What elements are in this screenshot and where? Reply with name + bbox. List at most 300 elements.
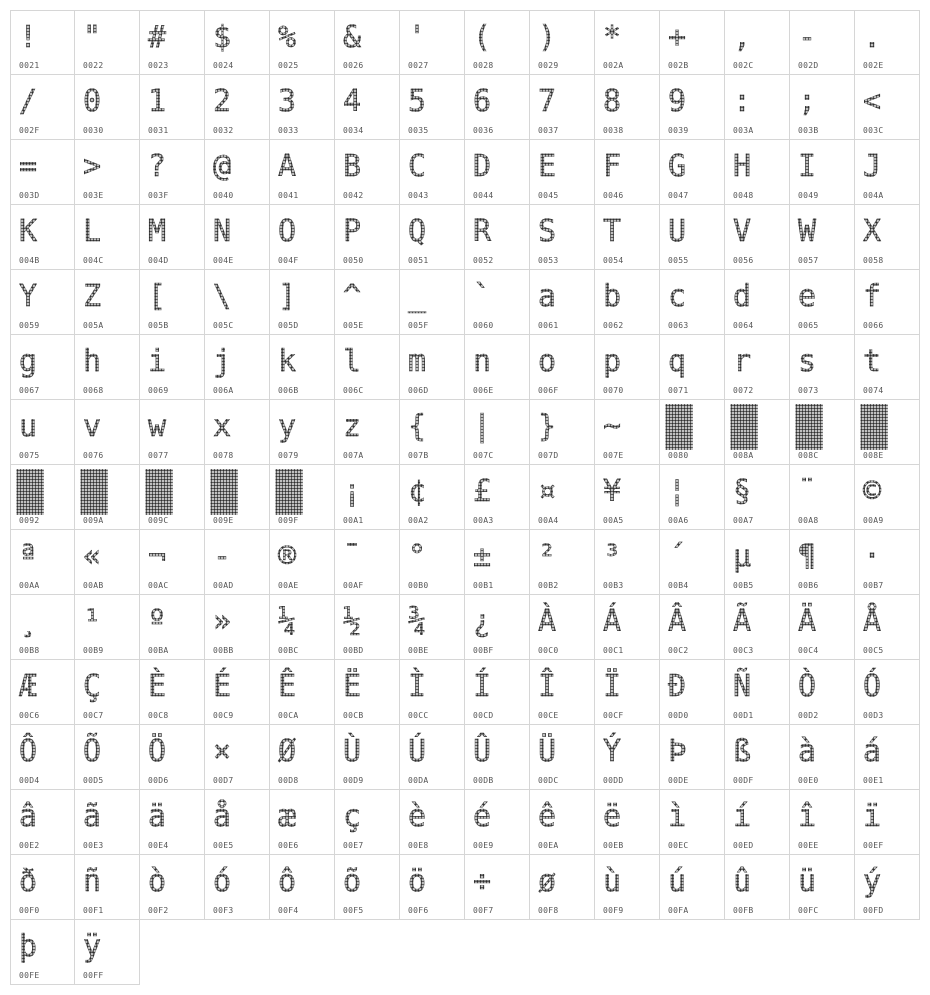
glyph-char: 9	[662, 79, 708, 125]
glyph-char: á	[857, 729, 903, 775]
glyph-cell	[790, 725, 855, 790]
glyph-char: è	[402, 794, 448, 840]
glyph-cell	[140, 10, 205, 75]
glyph-char: s	[792, 339, 838, 385]
glyph-code-label: 0069	[148, 386, 169, 395]
glyph-char: ©	[857, 469, 903, 515]
glyph-char: Þ	[662, 729, 708, 775]
glyph-char: 2	[207, 79, 253, 125]
glyph-cell	[10, 140, 75, 205]
glyph-char: ®	[272, 534, 318, 580]
glyph-code-label: 00AC	[148, 581, 169, 590]
glyph-code-label: 0058	[863, 256, 884, 265]
glyph-code-label: 005E	[343, 321, 364, 330]
glyph-cell	[270, 790, 335, 855]
glyph-char: S	[532, 209, 578, 255]
glyph-cell	[400, 725, 465, 790]
glyph-code-label: 002F	[19, 126, 40, 135]
glyph-cell	[530, 595, 595, 660]
glyph-code-label: 00FC	[798, 906, 819, 915]
glyph-char: u	[13, 404, 59, 450]
glyph-char: ò	[142, 859, 188, 905]
glyph-code-label: 00E4	[148, 841, 169, 850]
glyph-code-label: 005D	[278, 321, 299, 330]
glyph-char: |	[467, 404, 513, 450]
glyph-code-label: 006D	[408, 386, 429, 395]
glyph-code-label: 00BA	[148, 646, 169, 655]
glyph-code-label: 0045	[538, 191, 559, 200]
glyph-code-label: 00EB	[603, 841, 624, 850]
glyph-code-label: 0037	[538, 126, 559, 135]
glyph-cell	[595, 140, 660, 205]
glyph-code-label: 00EE	[798, 841, 819, 850]
glyph-code-label: 00B1	[473, 581, 494, 590]
glyph-cell	[725, 595, 790, 660]
glyph-cell	[400, 660, 465, 725]
glyph-char: .	[857, 15, 903, 61]
glyph-char: j	[207, 339, 253, 385]
glyph-char: Ð	[662, 664, 708, 710]
glyph-char: X	[857, 209, 903, 255]
glyph-cell	[270, 725, 335, 790]
glyph-char: ²	[532, 534, 578, 580]
glyph-code-label: 005B	[148, 321, 169, 330]
glyph-code-label: 00A5	[603, 516, 624, 525]
glyph-char: ´	[662, 534, 708, 580]
glyph-code-label: 00E3	[83, 841, 104, 850]
glyph-code-label: 0051	[408, 256, 429, 265]
glyph-char: c	[662, 274, 708, 320]
glyph-code-label: 00DA	[408, 776, 429, 785]
glyph-code-label: 006B	[278, 386, 299, 395]
glyph-cell	[400, 790, 465, 855]
glyph-code-label: 007B	[408, 451, 429, 460]
glyph-char: ÷	[467, 859, 513, 905]
glyph-char: v	[77, 404, 123, 450]
glyph-code-label: 0032	[213, 126, 234, 135]
glyph-code-label: 003D	[19, 191, 40, 200]
glyph-cell	[660, 465, 725, 530]
glyph-char: I	[792, 144, 838, 190]
glyph-code-label: 0029	[538, 61, 559, 70]
glyph-code-label: 00E1	[863, 776, 884, 785]
glyph-cell	[790, 140, 855, 205]
glyph-cell	[75, 660, 140, 725]
glyph-cell	[400, 855, 465, 920]
glyph-code-label: 00D0	[668, 711, 689, 720]
glyph-cell	[75, 725, 140, 790]
glyph-code-label: 00EA	[538, 841, 559, 850]
glyph-code-label: 006F	[538, 386, 559, 395]
glyph-code-label: 00F5	[343, 906, 364, 915]
glyph-char: $	[207, 15, 253, 61]
glyph-cell	[75, 335, 140, 400]
glyph-cell	[790, 530, 855, 595]
glyph-cell	[75, 205, 140, 270]
glyph-char: ]	[272, 274, 318, 320]
glyph-code-label: 00C0	[538, 646, 559, 655]
glyph-cell	[75, 530, 140, 595]
glyph-code-label: 00CD	[473, 711, 494, 720]
glyph-char: J	[857, 144, 903, 190]
glyph-cell	[270, 270, 335, 335]
glyph-cell	[335, 595, 400, 660]
glyph-char: <	[857, 79, 903, 125]
glyph-code-label: 00C2	[668, 646, 689, 655]
glyph-char: T	[597, 209, 643, 255]
glyph-code-label: 0080	[668, 451, 689, 460]
glyph-cell	[205, 400, 270, 465]
glyph-char: Q	[402, 209, 448, 255]
glyph-char: Ò	[792, 664, 838, 710]
glyph-cell	[465, 465, 530, 530]
glyph-cell	[790, 790, 855, 855]
glyph-code-label: 0025	[278, 61, 299, 70]
glyph-code-label: 004F	[278, 256, 299, 265]
glyph-code-label: 0033	[278, 126, 299, 135]
glyph-char: ¡	[337, 469, 383, 515]
glyph-cell	[400, 335, 465, 400]
glyph-cell	[10, 855, 75, 920]
glyph-char: º	[142, 599, 188, 645]
glyph-code-label: 00C9	[213, 711, 234, 720]
glyph-cell	[595, 75, 660, 140]
glyph-code-label: 0092	[19, 516, 40, 525]
glyph-cell	[855, 725, 920, 790]
glyph-char: ç	[337, 794, 383, 840]
glyph-char: -	[207, 534, 253, 580]
glyph-cell	[270, 530, 335, 595]
glyph-cell	[75, 790, 140, 855]
glyph-cell	[400, 205, 465, 270]
glyph-code-label: 004C	[83, 256, 104, 265]
glyph-cell	[10, 75, 75, 140]
glyph-code-label: 00C8	[148, 711, 169, 720]
glyph-cell	[465, 660, 530, 725]
glyph-code-label: 00B0	[408, 581, 429, 590]
glyph-cell	[465, 270, 530, 335]
glyph-cell	[75, 270, 140, 335]
glyph-char: ¯	[337, 534, 383, 580]
glyph-cell	[595, 595, 660, 660]
glyph-cell	[400, 465, 465, 530]
glyph-char: -	[792, 15, 838, 61]
glyph-char: Ù	[337, 729, 383, 775]
glyph-char: █	[13, 469, 57, 515]
glyph-code-label: 00D3	[863, 711, 884, 720]
glyph-cell	[205, 335, 270, 400]
glyph-cell	[335, 335, 400, 400]
glyph-cell	[270, 335, 335, 400]
glyph-code-label: 00E7	[343, 841, 364, 850]
glyph-cell	[10, 270, 75, 335]
glyph-code-label: 0066	[863, 321, 884, 330]
glyph-char: D	[467, 144, 513, 190]
glyph-cell	[270, 75, 335, 140]
glyph-cell	[790, 595, 855, 660]
glyph-code-label: 00AA	[19, 581, 40, 590]
glyph-char: %	[272, 15, 318, 61]
glyph-code-label: 0024	[213, 61, 234, 70]
glyph-cell	[855, 10, 920, 75]
glyph-code-label: 00E9	[473, 841, 494, 850]
glyph-code-label: 00B8	[19, 646, 40, 655]
glyph-char: y	[272, 404, 318, 450]
glyph-char: Ç	[77, 664, 123, 710]
glyph-cell	[790, 335, 855, 400]
glyph-code-label: 0060	[473, 321, 494, 330]
glyph-char: )	[532, 15, 578, 61]
glyph-code-label: 00B5	[733, 581, 754, 590]
glyph-code-label: 00EF	[863, 841, 884, 850]
glyph-cell	[205, 465, 270, 530]
glyph-cell	[855, 855, 920, 920]
glyph-cell	[790, 400, 855, 465]
glyph-char: Ñ	[727, 664, 773, 710]
glyph-cell	[595, 855, 660, 920]
glyph-code-label: 009C	[148, 516, 169, 525]
glyph-char: î	[792, 794, 838, 840]
glyph-code-label: 0022	[83, 61, 104, 70]
glyph-cell	[140, 790, 205, 855]
glyph-code-label: 0050	[343, 256, 364, 265]
glyph-code-label: 0039	[668, 126, 689, 135]
glyph-code-label: 00A9	[863, 516, 884, 525]
glyph-char: ;	[792, 79, 838, 125]
glyph-cell	[595, 660, 660, 725]
glyph-code-label: 0063	[668, 321, 689, 330]
glyph-char: ï	[857, 794, 903, 840]
glyph-code-label: 0076	[83, 451, 104, 460]
glyph-char: `	[467, 274, 513, 320]
glyph-cell	[400, 140, 465, 205]
glyph-cell	[140, 205, 205, 270]
glyph-cell	[10, 725, 75, 790]
glyph-char: 0	[77, 79, 123, 125]
glyph-char: f	[857, 274, 903, 320]
glyph-code-label: 00E0	[798, 776, 819, 785]
glyph-cell	[595, 725, 660, 790]
glyph-char: 4	[337, 79, 383, 125]
glyph-cell	[855, 335, 920, 400]
glyph-cell	[75, 855, 140, 920]
glyph-cell	[205, 75, 270, 140]
glyph-code-label: 00D5	[83, 776, 104, 785]
glyph-code-label: 0036	[473, 126, 494, 135]
glyph-cell	[400, 75, 465, 140]
glyph-char: (	[467, 15, 513, 61]
glyph-char: d	[727, 274, 773, 320]
glyph-char: L	[77, 209, 123, 255]
glyph-char: Ì	[402, 664, 448, 710]
glyph-cell	[75, 595, 140, 660]
glyph-cell	[660, 400, 725, 465]
glyph-code-label: 00C7	[83, 711, 104, 720]
glyph-char: M	[142, 209, 188, 255]
glyph-cell	[400, 595, 465, 660]
glyph-char: ß	[727, 729, 773, 775]
glyph-cell	[725, 530, 790, 595]
glyph-char: Ö	[142, 729, 188, 775]
glyph-code-label: 007E	[603, 451, 624, 460]
glyph-cell	[205, 205, 270, 270]
glyph-char: ¥	[597, 469, 643, 515]
glyph-char: ±	[467, 534, 513, 580]
glyph-cell	[465, 10, 530, 75]
glyph-code-label: 00D9	[343, 776, 364, 785]
glyph-cell	[595, 270, 660, 335]
glyph-cell	[205, 270, 270, 335]
glyph-char: "	[77, 15, 123, 61]
glyph-char: §	[727, 469, 773, 515]
glyph-code-label: 00F1	[83, 906, 104, 915]
glyph-cell	[855, 790, 920, 855]
glyph-code-label: 0072	[733, 386, 754, 395]
glyph-code-label: 0071	[668, 386, 689, 395]
glyph-code-label: 00D1	[733, 711, 754, 720]
glyph-char: _	[402, 274, 448, 320]
glyph-code-label: 00A1	[343, 516, 364, 525]
glyph-code-label: 005C	[213, 321, 234, 330]
glyph-cell	[205, 530, 270, 595]
glyph-char: ¢	[402, 469, 448, 515]
glyph-char: #	[142, 15, 188, 61]
glyph-code-label: 0047	[668, 191, 689, 200]
glyph-char: q	[662, 339, 708, 385]
glyph-code-label: 00A3	[473, 516, 494, 525]
glyph-char: ð	[13, 859, 59, 905]
glyph-char: !	[13, 15, 59, 61]
glyph-code-label: 00CE	[538, 711, 559, 720]
glyph-cell	[140, 660, 205, 725]
glyph-code-label: 0026	[343, 61, 364, 70]
glyph-char: >	[77, 144, 123, 190]
glyph-char: p	[597, 339, 643, 385]
glyph-char: Ï	[597, 664, 643, 710]
glyph-char: Y	[13, 274, 59, 320]
glyph-code-label: 00BF	[473, 646, 494, 655]
glyph-code-label: 00DD	[603, 776, 624, 785]
glyph-code-label: 006A	[213, 386, 234, 395]
glyph-char: :	[727, 79, 773, 125]
glyph-code-label: 0021	[19, 61, 40, 70]
glyph-cell	[10, 530, 75, 595]
glyph-cell	[75, 140, 140, 205]
glyph-cell	[790, 10, 855, 75]
glyph-code-label: 0056	[733, 256, 754, 265]
glyph-char: þ	[13, 924, 59, 970]
glyph-cell	[595, 10, 660, 75]
glyph-cell	[465, 855, 530, 920]
glyph-code-label: 00A6	[668, 516, 689, 525]
glyph-code-label: 00AB	[83, 581, 104, 590]
glyph-code-label: 008E	[863, 451, 884, 460]
glyph-code-label: 007D	[538, 451, 559, 460]
glyph-char: 8	[597, 79, 643, 125]
glyph-cell	[855, 530, 920, 595]
glyph-char: ó	[207, 859, 253, 905]
glyph-char: ú	[662, 859, 708, 905]
glyph-code-label: 009E	[213, 516, 234, 525]
glyph-cell	[660, 270, 725, 335]
glyph-code-label: 0061	[538, 321, 559, 330]
glyph-char: V	[727, 209, 773, 255]
glyph-cell	[335, 790, 400, 855]
glyph-code-label: 009F	[278, 516, 299, 525]
glyph-code-label: 0068	[83, 386, 104, 395]
glyph-char: ¹	[77, 599, 123, 645]
glyph-char: ×	[207, 729, 253, 775]
glyph-code-label: 008A	[733, 451, 754, 460]
glyph-cell	[75, 465, 140, 530]
glyph-cell	[75, 400, 140, 465]
glyph-cell	[10, 595, 75, 660]
glyph-cell	[140, 400, 205, 465]
glyph-code-label: 0027	[408, 61, 429, 70]
glyph-char: ü	[792, 859, 838, 905]
glyph-char: █	[662, 404, 706, 450]
glyph-cell	[790, 205, 855, 270]
glyph-cell	[205, 595, 270, 660]
glyph-cell	[400, 530, 465, 595]
glyph-char: /	[13, 79, 59, 125]
glyph-code-label: 0049	[798, 191, 819, 200]
glyph-cell	[75, 10, 140, 75]
glyph-cell	[855, 660, 920, 725]
glyph-char: Ó	[857, 664, 903, 710]
glyph-code-label: 00AF	[343, 581, 364, 590]
glyph-code-label: 00D6	[148, 776, 169, 785]
glyph-cell	[140, 465, 205, 530]
glyph-code-label: 00B6	[798, 581, 819, 590]
glyph-code-label: 0031	[148, 126, 169, 135]
glyph-char: ^	[337, 274, 383, 320]
glyph-cell	[725, 270, 790, 335]
glyph-char: \	[207, 274, 253, 320]
glyph-code-label: 00C3	[733, 646, 754, 655]
glyph-char: ¦	[662, 469, 708, 515]
glyph-code-label: 00CC	[408, 711, 429, 720]
glyph-code-label: 0054	[603, 256, 624, 265]
glyph-code-label: 0059	[19, 321, 40, 330]
glyph-code-label: 002B	[668, 61, 689, 70]
glyph-code-label: 00ED	[733, 841, 754, 850]
glyph-char: Ø	[272, 729, 318, 775]
glyph-cell	[465, 140, 530, 205]
glyph-cell	[335, 205, 400, 270]
glyph-cell	[855, 140, 920, 205]
glyph-cell	[400, 270, 465, 335]
glyph-code-label: 0041	[278, 191, 299, 200]
glyph-cell	[10, 335, 75, 400]
glyph-code-label: 0067	[19, 386, 40, 395]
glyph-code-label: 0034	[343, 126, 364, 135]
glyph-code-label: 00CB	[343, 711, 364, 720]
glyph-cell	[335, 10, 400, 75]
glyph-char: ø	[532, 859, 578, 905]
glyph-cell	[335, 530, 400, 595]
glyph-cell	[855, 400, 920, 465]
glyph-cell	[205, 660, 270, 725]
glyph-char: «	[77, 534, 123, 580]
glyph-char: õ	[337, 859, 383, 905]
glyph-code-label: 0030	[83, 126, 104, 135]
glyph-char: m	[402, 339, 448, 385]
glyph-code-label: 0023	[148, 61, 169, 70]
glyph-cell	[270, 855, 335, 920]
glyph-code-label: 002D	[798, 61, 819, 70]
glyph-cell	[790, 465, 855, 530]
